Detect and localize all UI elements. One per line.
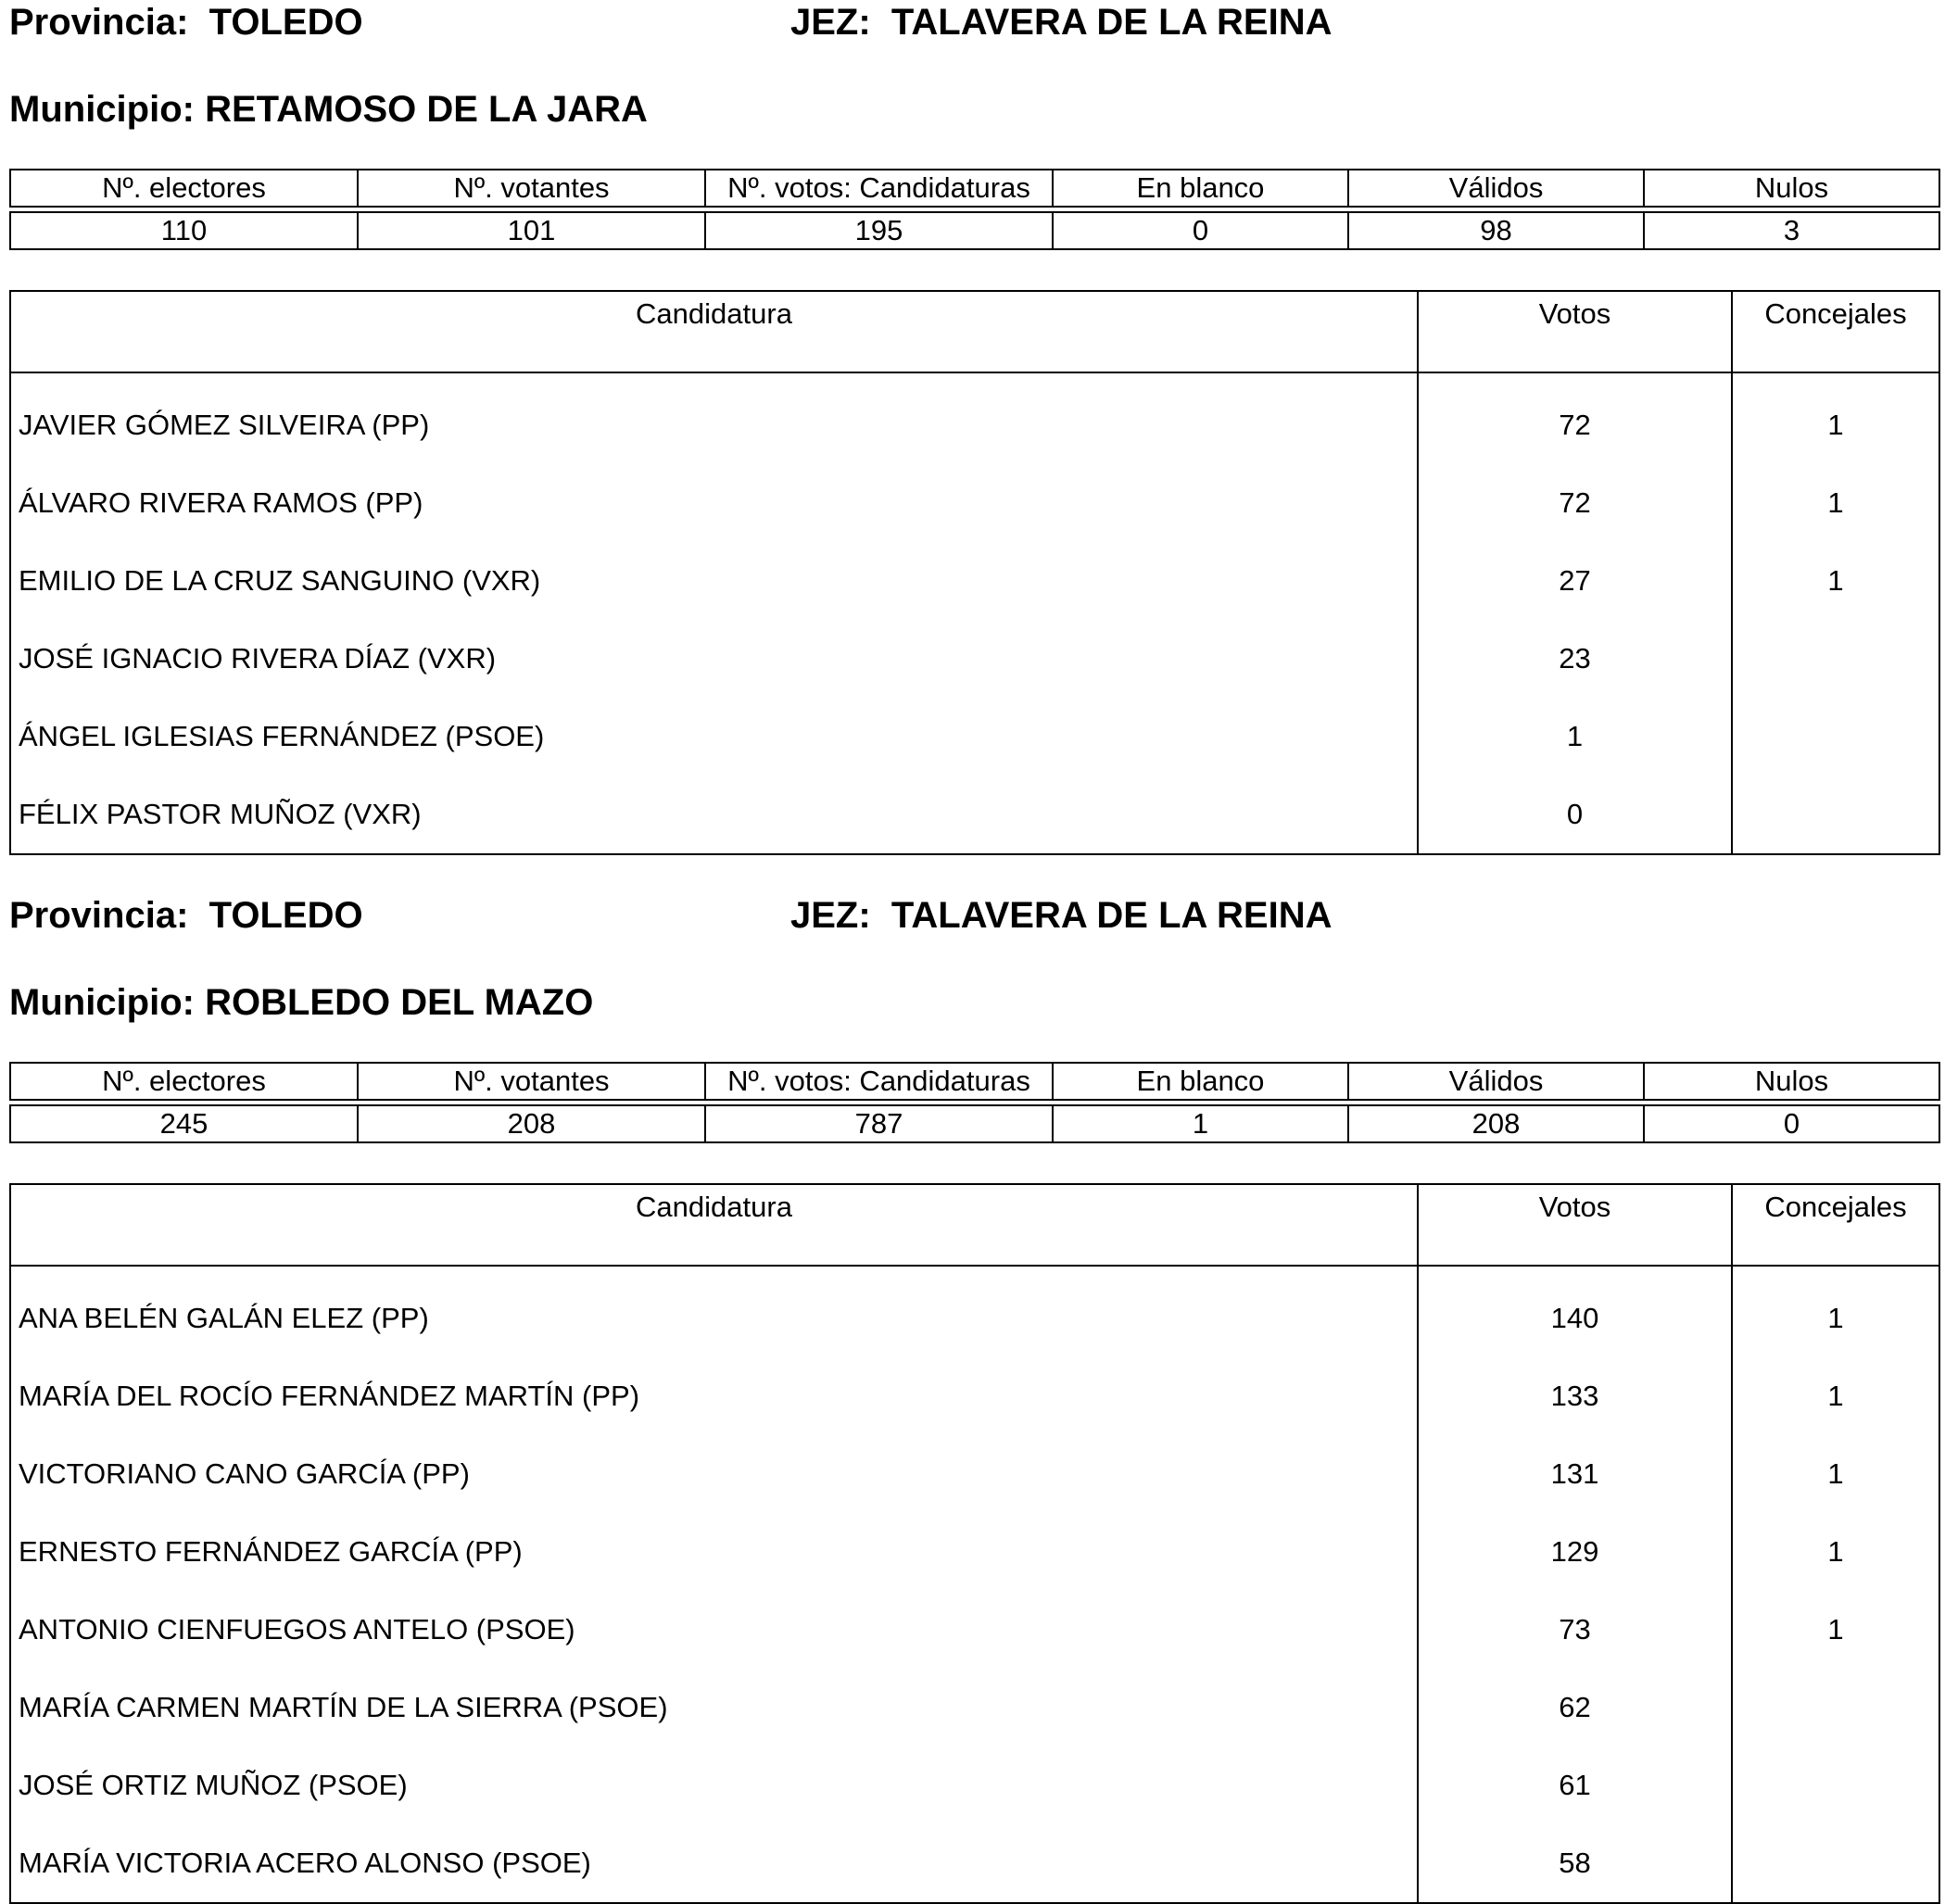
table-row [10, 542, 1939, 620]
candidate-votes: 0 [1418, 775, 1732, 854]
table-row [10, 1669, 1939, 1746]
candidates-header-row [10, 291, 1939, 372]
stats-value-validos: 98 [1348, 212, 1644, 249]
stats-value-electores: 245 [10, 1105, 358, 1142]
stats-header-nulos: Nulos [1644, 1063, 1939, 1100]
stats-value-votantes: 101 [358, 212, 705, 249]
municipio-label: Municipio: [9, 89, 195, 130]
candidate-name: ERNESTO FERNÁNDEZ GARCÍA (PP) [10, 1513, 1418, 1591]
jez-value: TALAVERA DE LA REINA [890, 2, 1332, 43]
candidate-votes: 62 [1418, 1669, 1732, 1746]
stats-header-votantes: Nº. votantes [358, 170, 705, 207]
candidate-name: ÁNGEL IGLESIAS FERNÁNDEZ (PSOE) [10, 698, 1418, 775]
municipio-heading [9, 87, 648, 132]
candidate-name: FÉLIX PASTOR MUÑOZ (VXR) [10, 775, 1418, 854]
candidate-concejales: 1 [1732, 1266, 1939, 1357]
candidate-concejales: 1 [1732, 1591, 1939, 1669]
header-candidatura: Candidatura [10, 1184, 1418, 1266]
stats-header-electores: Nº. electores [10, 1063, 358, 1100]
table-row [10, 698, 1939, 775]
candidate-votes: 140 [1418, 1266, 1732, 1357]
municipio-label: Municipio: [9, 982, 195, 1023]
table-row [10, 372, 1939, 464]
candidate-concejales: 1 [1732, 372, 1939, 464]
table-row [10, 1357, 1939, 1435]
candidate-name: JAVIER GÓMEZ SILVEIRA (PP) [10, 372, 1418, 464]
table-row [10, 1824, 1939, 1903]
jez-heading [790, 0, 1332, 44]
candidate-votes: 133 [1418, 1357, 1732, 1435]
stats-header-en-blanco: En blanco [1053, 1063, 1348, 1100]
stats-value-row [10, 212, 1939, 249]
candidate-votes: 27 [1418, 542, 1732, 620]
stats-table [9, 169, 1940, 250]
candidate-concejales [1732, 620, 1939, 698]
candidate-name: ANTONIO CIENFUEGOS ANTELO (PSOE) [10, 1591, 1418, 1669]
candidate-votes: 58 [1418, 1824, 1732, 1903]
stats-value-nulos: 3 [1644, 212, 1939, 249]
candidate-name: JOSÉ ORTIZ MUÑOZ (PSOE) [10, 1746, 1418, 1824]
header-concejales: Concejales [1732, 291, 1939, 372]
stats-header-en-blanco: En blanco [1053, 170, 1348, 207]
candidate-concejales: 1 [1732, 1513, 1939, 1591]
candidate-concejales: 1 [1732, 464, 1939, 542]
candidate-name: ÁLVARO RIVERA RAMOS (PP) [10, 464, 1418, 542]
provincia-label: Provincia: [9, 895, 189, 936]
provincia-label: Provincia: [9, 2, 189, 43]
table-row [10, 1435, 1939, 1513]
candidate-name: MARÍA CARMEN MARTÍN DE LA SIERRA (PSOE) [10, 1669, 1418, 1746]
stats-header-validos: Válidos [1348, 1063, 1644, 1100]
candidate-concejales: 1 [1732, 542, 1939, 620]
municipio-value: RETAMOSO DE LA JARA [205, 89, 648, 130]
stats-header-electores: Nº. electores [10, 170, 358, 207]
candidate-concejales [1732, 775, 1939, 854]
jez-label: JEZ: [790, 2, 871, 43]
candidate-concejales [1732, 1746, 1939, 1824]
stats-value-votos-candidaturas: 787 [705, 1105, 1053, 1142]
provincia-heading [9, 0, 363, 44]
stats-header-votantes: Nº. votantes [358, 1063, 705, 1100]
table-row [10, 775, 1939, 854]
provincia-heading [9, 893, 363, 938]
candidate-votes: 1 [1418, 698, 1732, 775]
table-row [10, 620, 1939, 698]
candidate-name: VICTORIANO CANO GARCÍA (PP) [10, 1435, 1418, 1513]
table-row [10, 1591, 1939, 1669]
candidates-table [9, 1183, 1940, 1904]
stats-value-validos: 208 [1348, 1105, 1644, 1142]
candidate-concejales: 1 [1732, 1357, 1939, 1435]
stats-header-votos-candidaturas: Nº. votos: Candidaturas [705, 170, 1053, 207]
candidate-votes: 72 [1418, 372, 1732, 464]
candidate-concejales: 1 [1732, 1435, 1939, 1513]
candidate-concejales [1732, 1669, 1939, 1746]
jez-heading [790, 893, 1332, 938]
stats-value-nulos: 0 [1644, 1105, 1939, 1142]
candidate-votes: 61 [1418, 1746, 1732, 1824]
stats-value-row [10, 1105, 1939, 1142]
header-concejales: Concejales [1732, 1184, 1939, 1266]
stats-table [9, 1062, 1940, 1143]
candidate-votes: 129 [1418, 1513, 1732, 1591]
candidate-votes: 131 [1418, 1435, 1732, 1513]
jez-value: TALAVERA DE LA REINA [890, 895, 1332, 936]
stats-value-votos-candidaturas: 195 [705, 212, 1053, 249]
candidate-concejales [1732, 698, 1939, 775]
candidate-concejales [1732, 1824, 1939, 1903]
provincia-value: TOLEDO [208, 2, 363, 43]
header-candidatura: Candidatura [10, 291, 1418, 372]
stats-header-votos-candidaturas: Nº. votos: Candidaturas [705, 1063, 1053, 1100]
candidate-name: MARÍA VICTORIA ACERO ALONSO (PSOE) [10, 1824, 1418, 1903]
candidate-name: EMILIO DE LA CRUZ SANGUINO (VXR) [10, 542, 1418, 620]
candidate-name: JOSÉ IGNACIO RIVERA DÍAZ (VXR) [10, 620, 1418, 698]
candidate-votes: 72 [1418, 464, 1732, 542]
stats-header-row [10, 1063, 1939, 1100]
stats-value-votantes: 208 [358, 1105, 705, 1142]
stats-header-nulos: Nulos [1644, 170, 1939, 207]
provincia-value: TOLEDO [208, 895, 363, 936]
table-row [10, 1513, 1939, 1591]
stats-value-en-blanco: 1 [1053, 1105, 1348, 1142]
stats-header-row [10, 170, 1939, 207]
table-row [10, 1746, 1939, 1824]
table-row [10, 464, 1939, 542]
stats-value-en-blanco: 0 [1053, 212, 1348, 249]
stats-value-electores: 110 [10, 212, 358, 249]
header-votos: Votos [1418, 291, 1732, 372]
stats-header-validos: Válidos [1348, 170, 1644, 207]
header-votos: Votos [1418, 1184, 1732, 1266]
candidate-name: MARÍA DEL ROCÍO FERNÁNDEZ MARTÍN (PP) [10, 1357, 1418, 1435]
jez-label: JEZ: [790, 895, 871, 936]
table-row [10, 1266, 1939, 1357]
municipio-heading [9, 980, 593, 1025]
municipio-value: ROBLEDO DEL MAZO [205, 982, 594, 1023]
candidate-votes: 23 [1418, 620, 1732, 698]
candidates-header-row [10, 1184, 1939, 1266]
candidate-votes: 73 [1418, 1591, 1732, 1669]
candidates-table [9, 290, 1940, 855]
candidate-name: ANA BELÉN GALÁN ELEZ (PP) [10, 1266, 1418, 1357]
